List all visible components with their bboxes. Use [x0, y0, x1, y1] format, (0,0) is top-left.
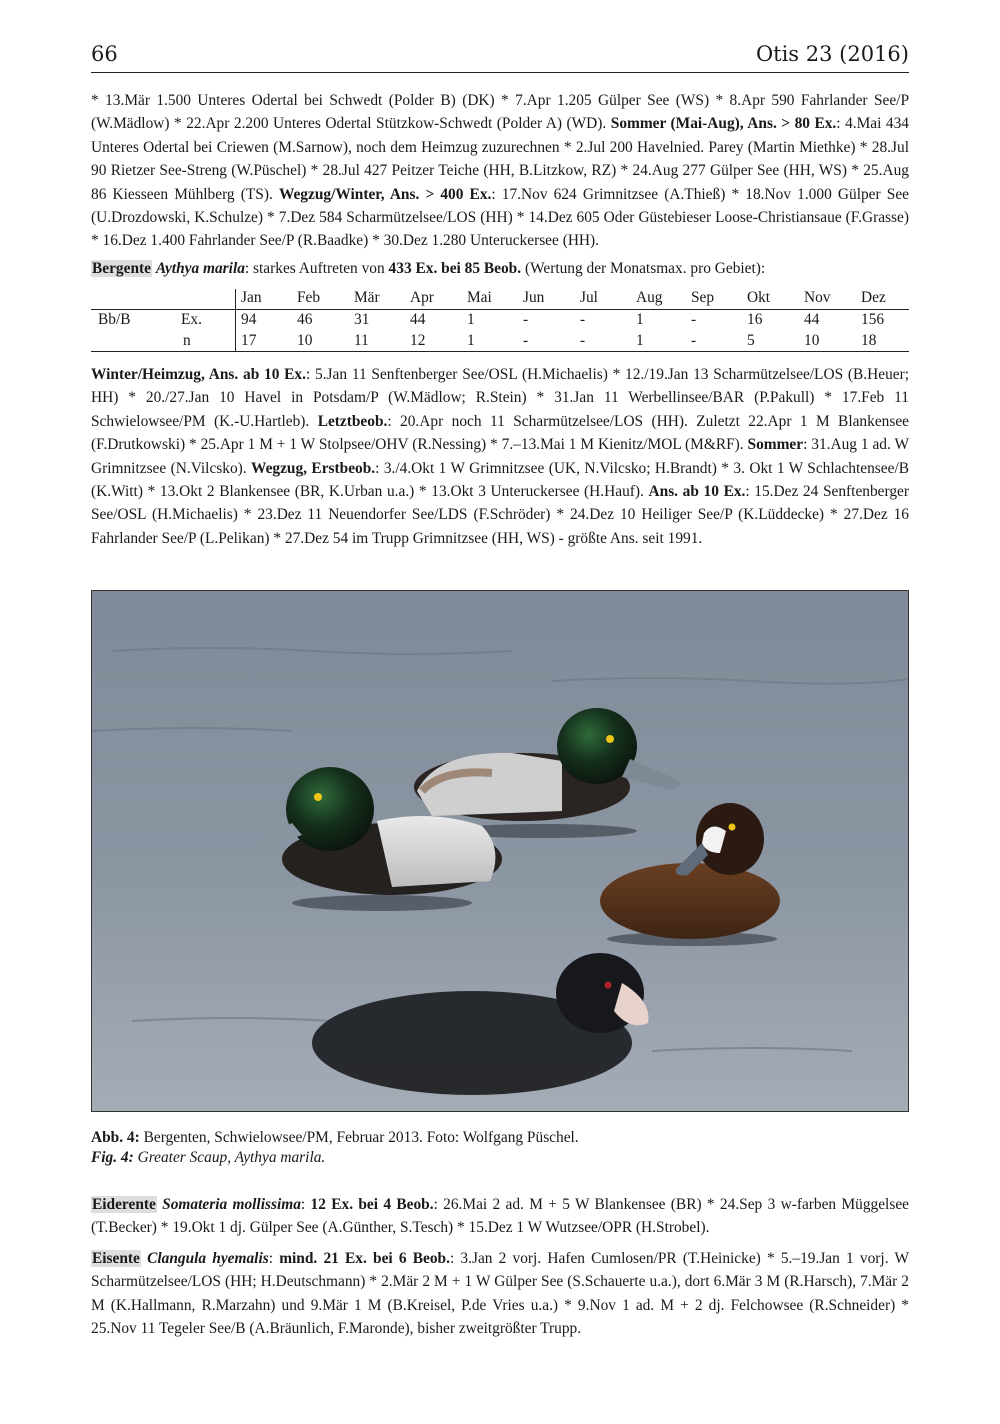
table-cell: 44 [804, 311, 820, 328]
table-cell: 46 [297, 311, 313, 328]
table-cell: 156 [861, 311, 885, 328]
paragraph-eisente: Eisente Clangula hyemalis: mind. 21 Ex. bei 6 Beob.: 3.Jan 2 vorj. Hafen Cumlosen/PR (T.Heinicke) * 5.–19.Jan 1 vorj. W Scharmützelsee/LOS (HH; H.Deutschmann) * 2.Mär 2 M + 1 W Gülper See (S.Schauerte u.a.), dort 6.Mär 3 M (R.Harsch), 7.Mär 2 M (K.Hallmann, R.Marzahn) und 9.Mär 1 M (B.Kreisel, P.de Vries u.a.) * 9.Nov 1 ad. M + 2 dj. Felchowsee (R.Schneider) * 25.Nov 11 Tegeler See/B (A.Bräunlich, F.Maronde), bisher zweitgrößter Trupp. [91, 1250, 909, 1338]
table-row-label-n: n [183, 332, 191, 349]
table-cell: 1 [467, 311, 475, 328]
table-region: Bb/B [98, 311, 131, 328]
monthly-table [91, 287, 909, 353]
journal-title: Otis 23 (2016) [755, 42, 909, 66]
caption-english: Fig. 4: Greater Scaup, Aythya marila. [91, 1149, 326, 1166]
month-header: Jan [241, 289, 262, 306]
table-cell: - [691, 311, 697, 328]
month-header: Apr [410, 289, 434, 306]
table-cell: 12 [410, 332, 426, 349]
photo-greater-scaup [91, 590, 909, 1112]
month-header: Feb [297, 289, 321, 306]
table-row-label-ex: Ex. [181, 311, 202, 328]
table-cell: 16 [747, 311, 763, 328]
month-header: Aug [636, 289, 663, 306]
month-header: Nov [804, 289, 831, 306]
month-header: Okt [747, 289, 771, 306]
page-header [91, 38, 909, 73]
month-header: Sep [691, 289, 715, 306]
month-header: Mär [354, 289, 380, 306]
table-rule-top [91, 309, 909, 310]
table-divider [235, 289, 236, 351]
table-cell: - [580, 311, 586, 328]
species-name: Bergente [92, 260, 151, 277]
table-cell: 5 [747, 332, 755, 349]
figure-caption [91, 1128, 909, 1168]
species-name: Eisente [92, 1250, 140, 1267]
table-cell: 17 [241, 332, 257, 349]
species-heading-bergente: Bergente Aythya marila: starkes Auftreten von 433 Ex. bei 85 Beob. (Wertung der Monatsmax. pro Gebiet): [92, 260, 766, 277]
table-cell: - [523, 311, 529, 328]
paragraph-migration-summary: * 13.Mär 1.500 Unteres Odertal bei Schwedt (Polder B) (DK) * 7.Apr 1.205 Gülper See (WS) * 8.Apr 590 Fahrlander See/P (W.Mädlow) * 22.Apr 2.200 Unteres Odertal Stützkow-Schwedt (Polder A) (WD). Sommer (Mai-Aug), Ans. > 80 Ex.: 4.Mai 434 Unteres Odertal bei Criewen (M.Sarnow), noch dem Heimzug zuzurechnen * 2.Jul 200 Havelnied. Parey (Martin Miethke) * 28.Jul 90 Rietzer See-Streng (W.Püschel) * 28.Jul 427 Peitzer Teiche (HH, B.Litzkow, RZ) * 24.Aug 277 Gülper See (HH, WS) * 25.Aug 86 Kiesseen Mühlberg (TS). Wegzug/Winter, Ans. > 400 Ex.: 17.Nov 624 Grimnitzsee (A.Thieß) * 18.Nov 1.000 Gülper See (U.Drozdowski, K.Schulze) * 7.Dez 584 Scharmützelsee/LOS (HH) * 14.Dez 605 Oder Güstebieser Loose-Christiansaue (F.Grasse) * 16.Dez 1.400 Fahrlander See/P (R.Baadke) * 30.Dez 1.280 Unteruckersee (HH). [91, 92, 909, 250]
table-cell: 31 [354, 311, 370, 328]
table-cell: - [691, 332, 697, 349]
paragraph-eiderente: Eiderente Somateria mollissima: 12 Ex. bei 4 Beob.: 26.Mai 2 ad. M + 5 W Blankensee (BR) * 24.Sep 3 w-farben Müggelsee (T.Becker) * 19.Okt 1 dj. Gülper See (A.Günther, S.Tesch) * 15.Dez 1 W Wutzsee/OPR (H.Strobel). [91, 1196, 909, 1237]
paragraph-bergente-details: Winter/Heimzug, Ans. ab 10 Ex.: 5.Jan 11 Senftenberger See/OSL (H.Michaelis) * 12./19.Jan 13 Scharmützelsee/LOS (B.Heuer; HH) * 20./27.Jan 10 Havel in Potsdam/P (W.Mädlow; R.Stein) * 31.Jan 11 Werbellinsee/BAR (P.Pakull) * 17.Feb 11 Schwielowsee/PM (K.-U.Hartleb). Letztbeob.: 20.Apr noch 11 Scharmützelsee/LOS (HH). Zuletzt 22.Apr 1 M Blankensee (F.Drutkowski) * 25.Apr 1 M + 1 W Stolpsee/OHV (R.Nessing) * 7.–13.Mai 1 M Kienitz/MOL (M&RF). Sommer: 31.Aug 1 ad. W Grimnitzsee (N.Vilcsko). Wegzug, Erstbeob.: 3./4.Okt 1 W Grimnitzsee (UK, N.Vilcsko; H.Brandt) * 3. Okt 1 W Schlachtensee/B (K.Witt) * 13.Okt 2 Blankensee (BR, K.Urban u.a.) * 13.Okt 3 Unteruckersee (H.Hauf). Ans. ab 10 Ex.: 15.Dez 24 Senftenberger See/OSL (H.Michaelis) * 23.Dez 11 Neuendorfer See/LDS (F.Schröder) * 24.Dez 10 Heiliger See/P (K.Lüddecke) * 27.Dez 16 Fahrlander See/P (L.Pelikan) * 27.Dez 54 im Trupp Grimnitzsee (HH, WS) - größte Ans. seit 1991. [91, 366, 910, 547]
table-cell: 10 [804, 332, 820, 349]
table-cell: 10 [297, 332, 313, 349]
table-cell: 44 [410, 311, 426, 328]
table-cell: - [523, 332, 529, 349]
page-number: 66 [91, 42, 118, 66]
table-cell: 1 [636, 332, 644, 349]
table-cell: 11 [354, 332, 369, 349]
species-latin: Clangula hyemalis [147, 1250, 269, 1267]
table-cell: 1 [636, 311, 644, 328]
table-cell: - [580, 332, 586, 349]
photo-illustration [92, 591, 909, 1112]
table-cell: 1 [467, 332, 475, 349]
table-cell: 94 [241, 311, 257, 328]
species-latin: Aythya marila [155, 260, 245, 277]
month-header: Jul [580, 289, 598, 306]
month-header: Mai [467, 289, 492, 306]
table-rule-bottom [91, 351, 909, 352]
month-header: Dez [861, 289, 886, 306]
caption-german: Abb. 4: Bergenten, Schwielowsee/PM, Februar 2013. Foto: Wolfgang Püschel. [91, 1129, 579, 1146]
table-cell: 18 [861, 332, 877, 349]
month-header: Jun [523, 289, 545, 306]
species-name: Eiderente [92, 1196, 156, 1213]
species-latin: Somateria mollissima [162, 1196, 301, 1213]
